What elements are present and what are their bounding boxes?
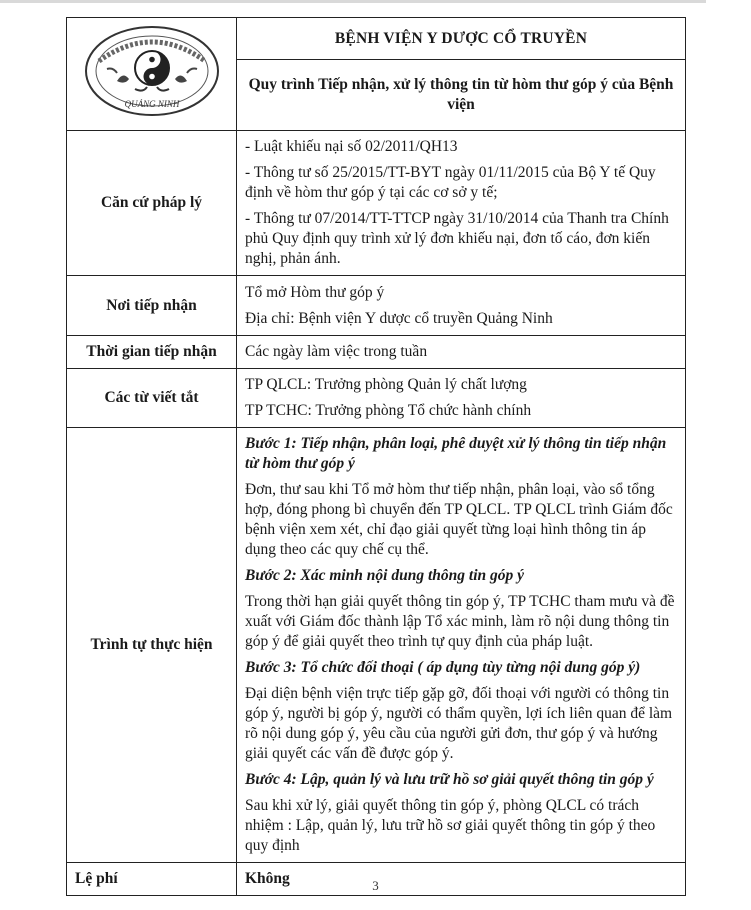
step-3-body: Đại diện bệnh viện trực tiếp gặp gỡ, đối thoại với người có thông tin góp ý, người bị góp ý, người có thẩm quyền, lợi ích liên quan để làm rõ nội dung góp ý, yêu cầu của người gửi đơn, thư góp ý và hướng giải quyết các vấn đề được góp ý. [245,685,673,762]
fee-value: Không [237,863,686,896]
receiving-time-row [67,336,686,369]
receiving-place-content [237,276,686,336]
step-2-body: Trong thời hạn giải quyết thông tin góp ý, TP TCHC tham mưu và đề xuất với Giám đốc thành lập Tổ xác minh, làm rõ nội dung thông tin góp ý để giải quyết theo trình tự quy định của pháp luật. [245,593,675,650]
legal-basis-line-3: - Thông tư 07/2014/TT-TTCP ngày 31/10/2014 của Thanh tra Chính phủ Quy định quy trình xử lý đơn khiếu nại, đơn tố cáo, đơn kiến nghị, phản ánh. [245,210,669,267]
procedure-content [237,428,686,863]
document-title: Quy trình Tiếp nhận, xử lý thông tin từ hòm thư góp ý của Bệnh viện [237,60,686,131]
page-top-edge [0,0,706,3]
step-4-body: Sau khi xử lý, giải quyết thông tin góp ý, phòng QLCL có trách nhiệm : Lập, quản lý, lưu trữ hồ sơ giải quyết thông tin góp ý theo quy định [245,797,656,854]
receiving-time-value: Các ngày làm việc trong tuần [237,336,686,369]
step-3-title: Bước 3: Tổ chức đối thoại ( áp dụng tùy từng nội dung góp ý) [245,659,641,676]
receiving-place-label: Nơi tiếp nhận [67,276,237,336]
abbreviations-row [67,369,686,428]
legal-basis-line-1: - Luật khiếu nại số 02/2011/QH13 [245,138,458,155]
logo-cell [67,18,237,131]
receiving-place-line-1: Tổ mở Hòm thư góp ý [245,283,385,301]
legal-basis-content [237,131,686,276]
header-row-1 [67,18,686,60]
receiving-time-label: Thời gian tiếp nhận [67,336,237,369]
step-4-title: Bước 4: Lập, quản lý và lưu trữ hồ sơ giải quyết thông tin góp ý [245,771,654,788]
receiving-place-row [67,276,686,336]
step-2-title: Bước 2: Xác minh nội dung thông tin góp ý [245,567,525,584]
receiving-place-line-2: Địa chỉ: Bệnh viện Y dược cổ truyền Quảng Ninh [245,309,553,327]
legal-basis-label: Căn cứ pháp lý [67,131,237,276]
legal-basis-line-2: - Thông tư số 25/2015/TT-BYT ngày 01/11/2015 của Bộ Y tế Quy định về hòm thư góp ý tại các cơ sở y tế; [245,164,656,201]
hospital-name: BỆNH VIỆN Y DƯỢC CỔ TRUYỀN [237,18,686,60]
abbreviation-line-2: TP TCHC: Trưởng phòng Tổ chức hành chính [245,402,532,419]
procedure-label: Trình tự thực hiện [67,428,237,863]
abbreviations-content [237,369,686,428]
legal-basis-row [67,131,686,276]
abbreviations-label: Các từ viết tắt [67,369,237,428]
procedure-table [66,17,686,896]
procedure-row [67,428,686,863]
page-number: 3 [372,878,379,893]
step-1-title: Bước 1: Tiếp nhận, phân loại, phê duyệt xử lý thông tin tiếp nhận từ hòm thư góp ý [245,435,667,472]
logo-text: QUẢNG NINH [124,99,179,109]
abbreviation-line-1: TP QLCL: Trưởng phòng Quản lý chất lượng [245,376,527,393]
fee-label: Lệ phí [67,863,237,896]
step-1-body: Đơn, thư sau khi Tổ mở hòm thư tiếp nhận, phân loại, vào sổ tổng hợp, đóng phong bì chuyển đến TP QLCL. TP QLCL trình Giám đốc bệnh viện xem xét, chỉ đạo giải quyết từng loại hình thông tin áp dụng theo các quy chế cụ thể. [245,481,673,558]
hospital-logo-icon [77,21,227,121]
